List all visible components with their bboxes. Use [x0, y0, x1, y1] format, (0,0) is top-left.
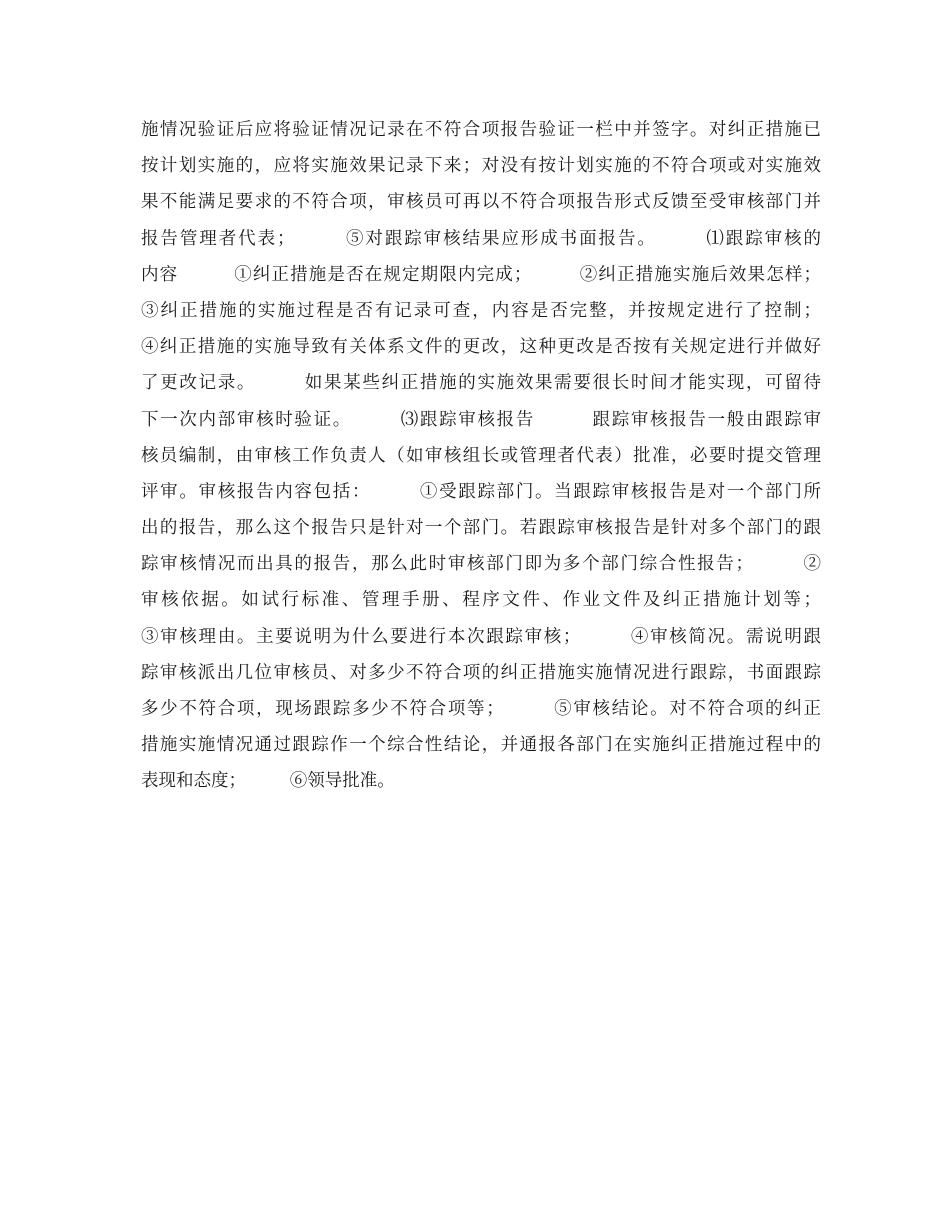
text-line: 果不能满足要求的不符合项，审核员可再以不符合项报告形式反馈至受审核部门并 [141, 192, 821, 213]
text-line: 施情况验证后应将验证情况记录在不符合项报告验证一栏中并签字。对纠正措施已 [141, 120, 821, 140]
text-line: ③纠正措施的实施过程是否有记录可查，内容是否完整，并按规定进行了控制； [141, 300, 821, 321]
text-line: 多少不符合项，现场跟踪多少不符合项等； ⑤审核结论。对不符合项的纠正 [141, 699, 821, 719]
text-line: 踪审核情况而出具的报告，那么此时审核部门即为多个部门综合性报告； ② [141, 554, 821, 575]
body-text [141, 112, 821, 800]
text-line: 出的报告，那么这个报告只是针对一个部门。若跟踪审核报告是针对多个部门的跟 [141, 518, 821, 539]
text-line: 了更改记录。 如果某些纠正措施的实施效果需要很长时间才能实现，可留待 [141, 373, 821, 394]
text-line: 审核依据。如试行标准、管理手册、程序文件、作业文件及纠正措施计划等； [141, 590, 821, 611]
text-line: 措施实施情况通过跟踪作一个综合性结论，并通报各部门在实施纠正措施过程中的 [141, 735, 821, 756]
text-line: 核员编制，由审核工作负责人（如审核组长或管理者代表）批准，必要时提交管理 [141, 445, 821, 466]
text-line: ③审核理由。主要说明为什么要进行本次跟踪审核； ④审核简况。需说明跟 [141, 626, 821, 647]
text-line: 评审。审核报告内容包括： ①受跟踪部门。当跟踪审核报告是对一个部门所 [141, 481, 821, 502]
text-line: ④纠正措施的实施导致有关体系文件的更改，这种更改是否按有关规定进行并做好 [141, 337, 821, 358]
text-line: 按计划实施的，应将实施效果记录下来；对没有按计划实施的不符合项或对实施效 [141, 156, 821, 177]
text-line: 下一次内部审核时验证。 ⑶跟踪审核报告 跟踪审核报告一般由跟踪审 [141, 409, 821, 430]
text-line-last: 表现和态度； ⑥领导批准。 [141, 771, 395, 792]
text-line: 踪审核派出几位审核员、对多少不符合项的纠正措施实施情况进行跟踪，书面跟踪 [141, 662, 821, 683]
text-line: 报告管理者代表； ⑤对跟踪审核结果应形成书面报告。 ⑴跟踪审核的 [141, 228, 821, 249]
text-line: 内容 ①纠正措施是否在规定期限内完成； ②纠正措施实施后效果怎样； [141, 264, 821, 285]
